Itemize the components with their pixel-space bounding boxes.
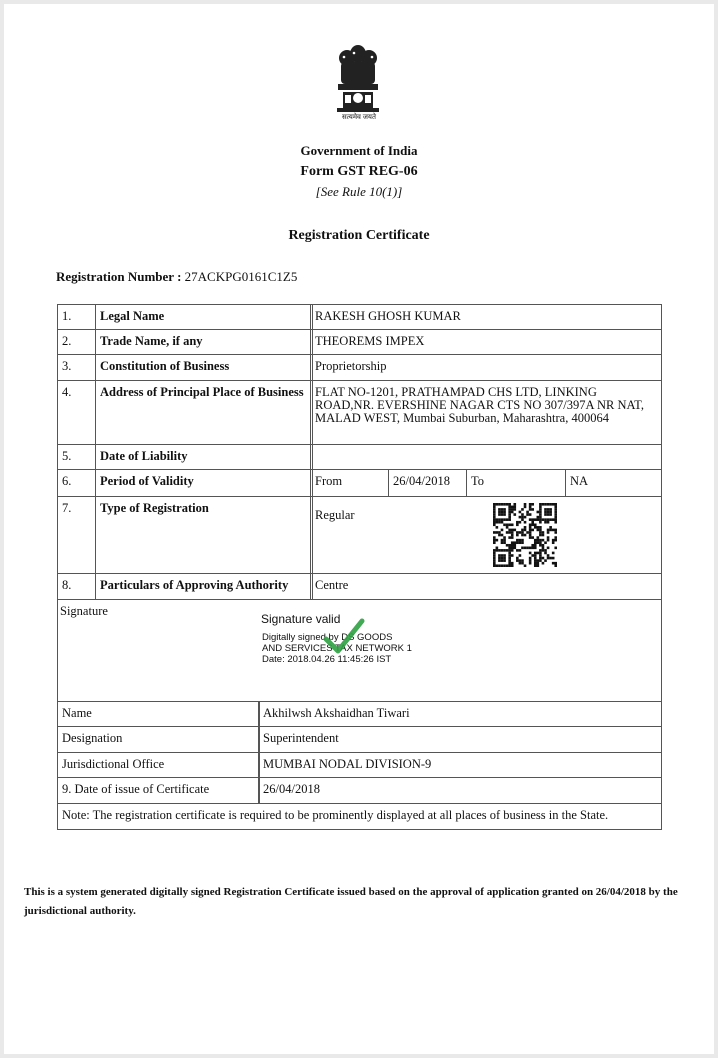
- row-value-type-of-registration: Regular: [310, 496, 662, 574]
- signature-label: Signature: [60, 604, 108, 618]
- row-label-period-of-validity: Period of Validity: [95, 469, 313, 497]
- validity-from-date: 26/04/2018: [388, 469, 467, 497]
- row-number: 1.: [57, 304, 96, 330]
- national-emblem-icon: [331, 40, 385, 120]
- row-label-legal-name: Legal Name: [95, 304, 313, 330]
- officer-value-designation: Superintendent: [258, 726, 662, 753]
- row-number: 8.: [57, 573, 96, 600]
- row-label-constitution: Constitution of Business: [95, 354, 313, 381]
- footer-statement: This is a system generated digitally signed Registration Certificate issued based on the approval of application granted on 26/04/2018 by the jurisdictional authority.: [24, 886, 678, 917]
- signature-date-line: Date: 2018.04.26 11:45:26 IST: [262, 654, 392, 665]
- row-label-address: Address of Principal Place of Business: [95, 380, 313, 445]
- row-value-address: FLAT NO-1201, PRATHAMPAD CHS LTD, LINKING ROAD,NR. EVERSHINE NAGAR CTS NO 307/397A NR NAT, MALAD WEST, Mumbai Suburban, Maharashtra, 400064: [310, 380, 662, 445]
- row-number: 2.: [57, 329, 96, 355]
- row-label-type-of-registration: Type of Registration: [95, 496, 313, 574]
- validity-to-label: To: [466, 469, 566, 497]
- emblem-motto: सत्यमेव जयते: [342, 113, 376, 121]
- registration-number-line: [56, 269, 297, 285]
- row-value-date-of-liability: [310, 444, 662, 470]
- row-label-date-of-liability: Date of Liability: [95, 444, 313, 470]
- signature-signer-line1: Digitally signed by DS GOODS: [262, 632, 393, 643]
- row-value-constitution: Proprietorship: [310, 354, 662, 381]
- row-value-trade-name: THEOREMS IMPEX: [310, 329, 662, 355]
- validity-from-label: From: [310, 469, 389, 497]
- qr-code-icon: [493, 503, 557, 567]
- government-heading: Government of India: [300, 143, 418, 158]
- row-value-approving-authority: Centre: [310, 573, 662, 600]
- registration-number-label: Registration Number :: [56, 269, 182, 284]
- row-number: 6.: [57, 469, 96, 497]
- row-number: 7.: [57, 496, 96, 574]
- row-label-approving-authority: Particulars of Approving Authority: [95, 573, 313, 600]
- registration-number-value: 27ACKPG0161C1Z5: [184, 269, 298, 284]
- officer-label-jurisdictional-office: Jurisdictional Office: [57, 752, 260, 778]
- officer-value-jurisdictional-office: MUMBAI NODAL DIVISION-9: [258, 752, 662, 778]
- checkmark-icon: [322, 617, 366, 657]
- certificate-title: Registration Certificate: [288, 228, 430, 243]
- officer-label-date-of-issue: 9. Date of issue of Certificate: [57, 777, 260, 804]
- officer-value-name: Akhilwsh Akshaidhan Tiwari: [258, 701, 662, 727]
- row-number: 3.: [57, 354, 96, 381]
- signature-valid-text: Signature valid: [261, 612, 341, 626]
- officer-value-date-of-issue: 26/04/2018: [258, 777, 662, 804]
- note: Note: The registration certificate is required to be prominently displayed at all places of business in the State.: [57, 803, 662, 830]
- signature-signer-line2: AND SERVICES TAX NETWORK 1: [262, 643, 412, 654]
- row-label-trade-name: Trade Name, if any: [95, 329, 313, 355]
- row-value-legal-name: RAKESH GHOSH KUMAR: [310, 304, 662, 330]
- officer-label-name: Name: [57, 701, 260, 727]
- validity-to-date: NA: [565, 469, 662, 497]
- row-number: 5.: [57, 444, 96, 470]
- form-heading: Form GST REG-06: [300, 164, 418, 179]
- rule-reference: [See Rule 10(1)]: [315, 184, 403, 199]
- row-number: 4.: [57, 380, 96, 445]
- officer-label-designation: Designation: [57, 726, 260, 753]
